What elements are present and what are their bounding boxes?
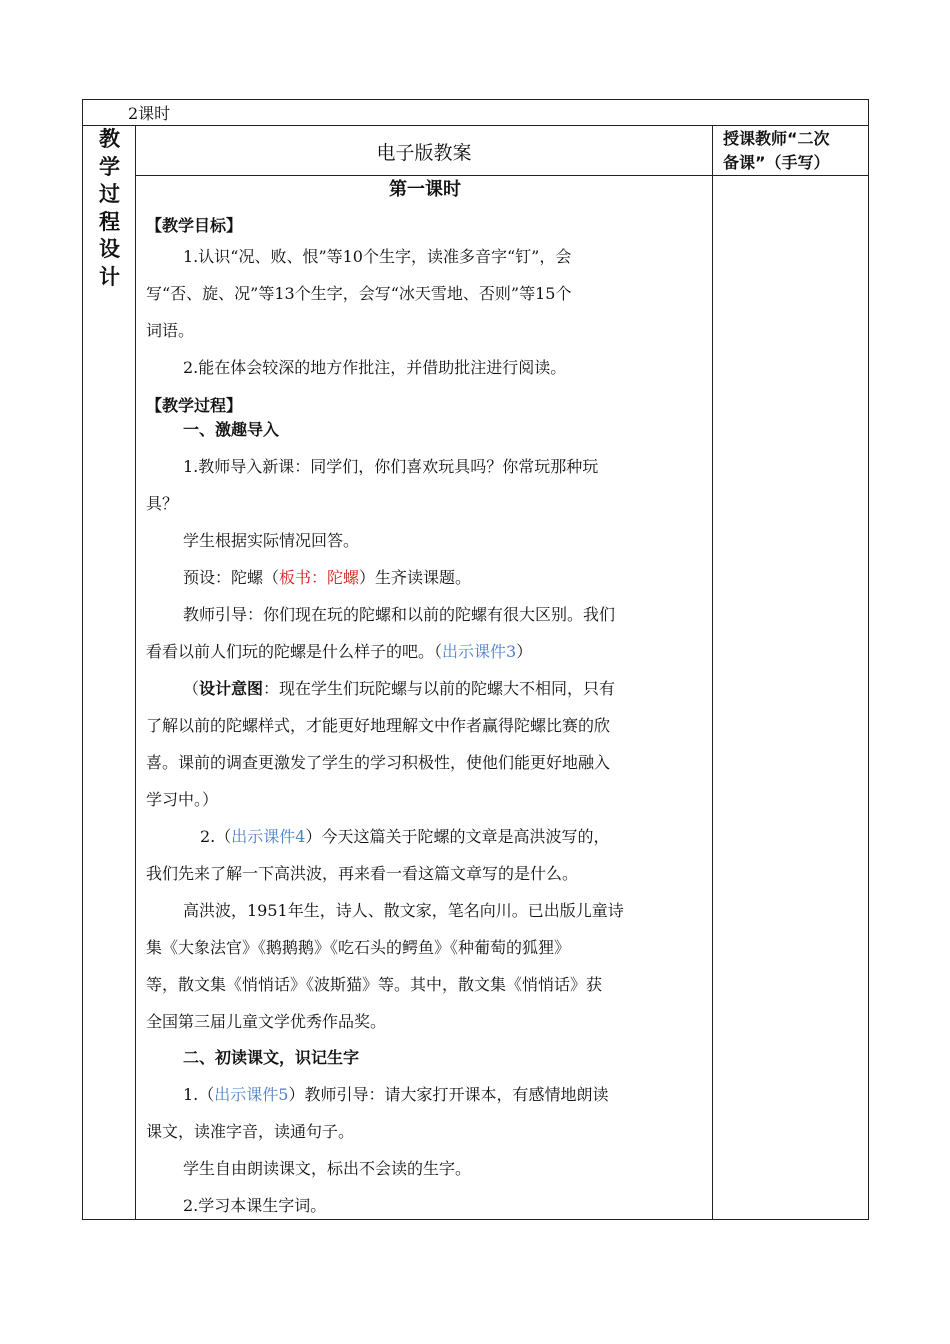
sidebar-char: 学 (99, 154, 120, 179)
paragraph-line: 1.教师导入新课：同学们，你们喜欢玩具吗？你常玩那种玩 (183, 457, 599, 476)
paragraph-line: 课文，读准字音，读通句子。 (146, 1122, 355, 1141)
text-span: 预设：陀螺（ (183, 568, 280, 587)
sidebar-char: 设 (99, 237, 120, 261)
design-intent-line: 喜。课前的调查更激发了学生的学习积极性，使他们能更好地融入 (146, 753, 611, 772)
courseware-ref: 出示课件3 (442, 642, 517, 661)
paragraph-line: 2.能在体会较深的地方作批注，并借助批注进行阅读。 (183, 358, 567, 377)
paragraph-line: 1.认识“况、败、恨”等10个生字，读准多音字“钉”，会 (183, 247, 572, 266)
paragraph-line: 学生根据实际情况回答。 (183, 531, 360, 550)
text-span: 2.（ (200, 827, 232, 846)
process-heading: 【教学过程】 (146, 396, 243, 415)
paragraph-line (146, 633, 704, 670)
lesson-content (146, 176, 704, 1224)
class-hours: 2课时 (128, 104, 171, 123)
table-divider-side (135, 125, 136, 1220)
table-border-left (82, 99, 83, 1220)
blackboard-note: 板书：陀螺 (279, 568, 360, 587)
paragraph-line: 词语。 (146, 321, 195, 340)
lesson-title: 第一课时 (389, 179, 461, 200)
table-title: 电子版教案 (376, 141, 472, 164)
design-intent-line (146, 670, 704, 707)
paragraph-line: 等，散文集《悄悄话》《波斯猫》等。其中，散文集《悄悄话》获 (146, 975, 603, 994)
paragraph-line: 学生自由朗读课文，标出不会读的生字。 (183, 1159, 472, 1178)
paragraph-line (146, 559, 704, 596)
text-span: ） (516, 642, 533, 661)
text-span: ）教师引导：请大家打开课本，有感情地朗读 (288, 1085, 609, 1104)
text-span: （ (183, 679, 200, 698)
table-border-top (82, 99, 869, 100)
table-border-right (868, 99, 869, 1220)
paragraph-line: 教师引导：你们现在玩的陀螺和以前的陀螺有很大区别。我们 (183, 605, 616, 624)
paragraph-line: 具？ (146, 494, 179, 513)
sidebar-char: 程 (99, 209, 120, 234)
text-span: ）今天这篇关于陀螺的文章是高洪波写的， (305, 827, 610, 846)
text-span: 看看以前人们玩的陀螺是什么样子的吧。（ (146, 642, 443, 661)
design-intent-line: 了解以前的陀螺样式，才能更好地理解文中作者赢得陀螺比赛的欣 (146, 716, 611, 735)
teacher-notes-heading (723, 127, 865, 175)
paragraph-line (146, 818, 704, 855)
text-span: 1.（ (183, 1085, 215, 1104)
sidebar-label (84, 126, 135, 291)
paragraph-line: 高洪波，1951年生，诗人、散文家，笔名向川。已出版儿童诗 (183, 901, 624, 920)
design-intent-label: 设计意图 (199, 679, 264, 698)
paragraph-line (146, 1076, 704, 1113)
courseware-ref: 出示课件4 (231, 827, 306, 846)
design-intent-line: 学习中。） (146, 790, 219, 809)
text-span: ：现在学生们玩陀螺与以前的陀螺大不相同，只有 (263, 679, 616, 698)
sidebar-char: 计 (99, 264, 120, 289)
courseware-ref: 出示课件5 (214, 1085, 289, 1104)
paragraph-line: 2.学习本课生字词。 (183, 1196, 327, 1215)
goals-heading: 【教学目标】 (146, 216, 243, 235)
sidebar-char: 教 (99, 127, 120, 151)
teacher-heading-line: 授课教师“二次 (723, 129, 830, 148)
paragraph-line: 全国第三届儿童文学优秀作品奖。 (146, 1012, 387, 1031)
sidebar-char: 过 (99, 182, 120, 206)
text-span: ）生齐读课题。 (359, 568, 472, 587)
paragraph-line: 写“否、旋、况”等13个生字，会写“冰天雪地、否则”等15个 (146, 284, 572, 303)
part2-heading: 二、初读课文，识记生字 (183, 1048, 360, 1067)
paragraph-line: 我们先来了解一下高洪波，再来看一看这篇文章写的是什么。 (146, 864, 579, 883)
table-divider-main (712, 125, 713, 1220)
part1-heading: 一、激趣导入 (183, 420, 280, 439)
teacher-heading-line: 备课”（手写） (723, 153, 830, 172)
paragraph-line: 集《大象法官》《鹅鹅鹅》《吃石头的鳄鱼》《种葡萄的狐狸》 (146, 938, 571, 957)
